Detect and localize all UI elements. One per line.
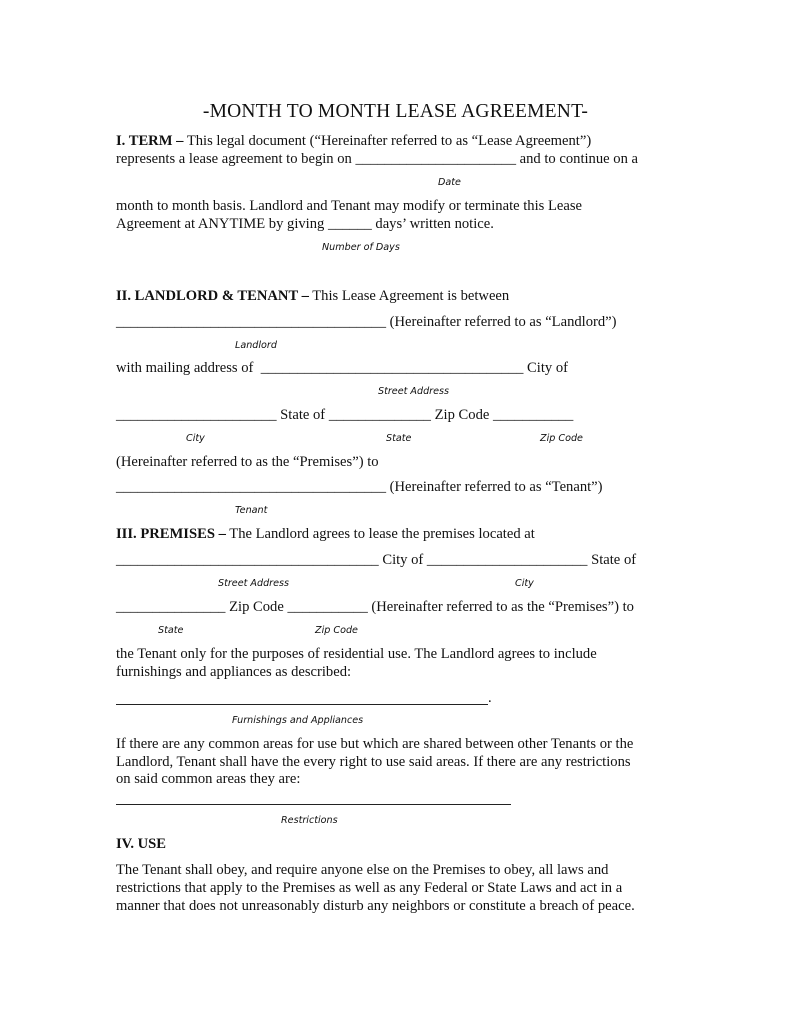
common-areas-line-1: If there are any common areas for use but which are shared between other Tenants or the xyxy=(116,736,634,752)
use-heading-text: IV. USE xyxy=(116,836,167,852)
premises-zip-line: _______________ Zip Code ___________ (Hereinafter referred to as the “Premises”) to xyxy=(116,599,634,615)
parties-line-1 xyxy=(116,288,509,305)
mailing-address-line: with mailing address of ____________________________________ City of xyxy=(116,360,568,376)
furnishings-blank-line xyxy=(116,704,488,705)
restrictions-caption: Restrictions xyxy=(281,815,338,826)
city-caption: City xyxy=(186,433,205,444)
premises-heading: III. PREMISES – xyxy=(116,526,226,542)
common-areas-line-2: Landlord, Tenant shall have the every right to use said areas. If there are any restrictions xyxy=(116,754,631,770)
common-areas-line-3: on said common areas they are: xyxy=(116,771,301,787)
term-line-3: month to month basis. Landlord and Tenant may modify or terminate this Lease xyxy=(116,198,583,214)
zip-code-caption: Zip Code xyxy=(540,433,583,444)
premises-state-caption: State xyxy=(158,625,184,636)
use-line-1: The Tenant shall obey, and require anyone else on the Premises to obey, all laws and xyxy=(116,862,609,878)
premises-line-1-text: The Landlord agrees to lease the premises located at xyxy=(225,526,535,542)
term-line-4: Agreement at ANYTIME by giving ______ days’ written notice. xyxy=(116,216,494,232)
premises-zip-caption: Zip Code xyxy=(315,625,358,636)
premises-city-caption: City xyxy=(515,578,534,589)
residential-use-line-1: the Tenant only for the purposes of residential use. The Landlord agrees to include xyxy=(116,646,597,662)
term-line-2: represents a lease agreement to begin on ______________________ and to continue on a xyxy=(116,151,638,167)
number-of-days-caption: Number of Days xyxy=(322,242,400,253)
furnishings-caption: Furnishings and Appliances xyxy=(232,715,364,726)
term-line-1-text: This legal document (“Hereinafter referred to as “Lease Agreement”) xyxy=(183,133,592,149)
premises-reference-line: (Hereinafter referred to as the “Premises”) to xyxy=(116,454,379,470)
restrictions-blank-line xyxy=(116,804,511,805)
use-line-2: restrictions that apply to the Premises as well as any Federal or State Laws and act in a xyxy=(116,880,623,896)
use-heading xyxy=(116,836,166,853)
landlord-caption: Landlord xyxy=(235,340,277,351)
date-caption: Date xyxy=(438,177,461,188)
document-title: -MONTH TO MONTH LEASE AGREEMENT- xyxy=(202,101,589,122)
premises-address-line: ____________________________________ City of ______________________ State of xyxy=(116,552,637,568)
furnishings-period: . xyxy=(488,690,492,706)
tenant-caption: Tenant xyxy=(235,505,268,516)
residential-use-line-2: furnishings and appliances as described: xyxy=(116,664,352,680)
premises-line-1 xyxy=(116,526,535,543)
city-state-zip-line: ______________________ State of ______________ Zip Code ___________ xyxy=(116,407,574,423)
term-line-1 xyxy=(116,133,591,150)
landlord-line: _____________________________________ (Hereinafter referred to as “Landlord”) xyxy=(116,314,617,330)
state-caption: State xyxy=(386,433,412,444)
tenant-line: _____________________________________ (Hereinafter referred to as “Tenant”) xyxy=(116,479,603,495)
term-heading: I. TERM – xyxy=(116,133,184,149)
parties-line-1-text: This Lease Agreement is between xyxy=(308,288,510,304)
use-line-3: manner that does not unreasonably disturb any neighbors or constitute a breach of peace. xyxy=(116,898,635,914)
street-address-caption: Street Address xyxy=(378,386,449,397)
parties-heading: II. LANDLORD & TENANT – xyxy=(116,288,309,304)
premises-street-caption: Street Address xyxy=(218,578,289,589)
